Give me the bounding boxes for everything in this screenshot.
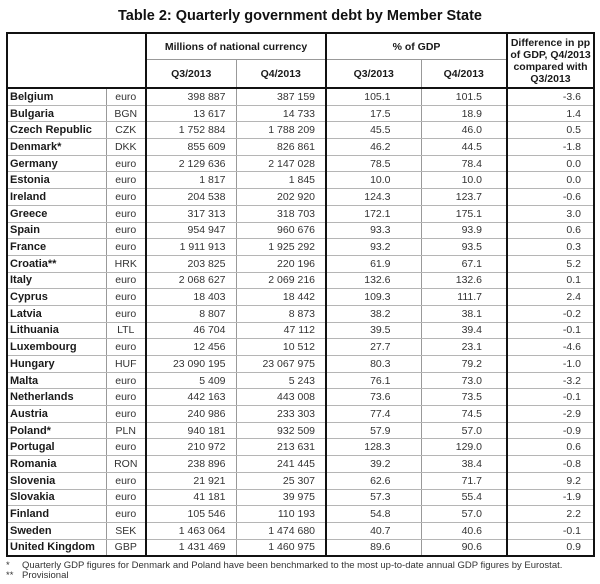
header-q4-millions: Q4/2013 <box>236 60 326 89</box>
q4-pct-gdp: 57.0 <box>421 506 507 523</box>
table-row <box>7 272 594 289</box>
q3-pct-gdp: 89.6 <box>326 539 421 556</box>
difference-pp: 9.2 <box>507 472 594 489</box>
q4-millions: 110 193 <box>236 506 326 523</box>
difference-pp: -0.1 <box>507 389 594 406</box>
debt-table <box>6 32 595 557</box>
q3-millions: 210 972 <box>146 439 236 456</box>
currency-code: euro <box>106 506 146 523</box>
q4-pct-gdp: 18.9 <box>421 105 507 122</box>
country-name: Netherlands <box>7 389 106 406</box>
difference-pp: 3.0 <box>507 205 594 222</box>
q4-millions: 1 845 <box>236 172 326 189</box>
q3-millions: 12 456 <box>146 339 236 356</box>
q3-pct-gdp: 109.3 <box>326 289 421 306</box>
q4-millions: 826 861 <box>236 139 326 156</box>
header-q3-pct: Q3/2013 <box>326 60 421 89</box>
currency-code: SEK <box>106 522 146 539</box>
q3-pct-gdp: 78.5 <box>326 155 421 172</box>
country-name: Finland <box>7 506 106 523</box>
difference-pp: 0.0 <box>507 172 594 189</box>
q4-pct-gdp: 79.2 <box>421 356 507 373</box>
country-name: Estonia <box>7 172 106 189</box>
country-name: Slovenia <box>7 472 106 489</box>
country-name: Bulgaria <box>7 105 106 122</box>
q4-pct-gdp: 46.0 <box>421 122 507 139</box>
difference-pp: 5.2 <box>507 255 594 272</box>
currency-code: euro <box>106 289 146 306</box>
q4-millions: 318 703 <box>236 205 326 222</box>
q3-pct-gdp: 17.5 <box>326 105 421 122</box>
q4-millions: 213 631 <box>236 439 326 456</box>
difference-pp: 0.1 <box>507 272 594 289</box>
difference-pp: -0.1 <box>507 322 594 339</box>
header-group-pct-gdp: % of GDP <box>326 33 507 60</box>
table-row <box>7 255 594 272</box>
difference-pp: -1.8 <box>507 139 594 156</box>
q3-pct-gdp: 38.2 <box>326 305 421 322</box>
table-row <box>7 472 594 489</box>
table-row <box>7 456 594 473</box>
q3-millions: 442 163 <box>146 389 236 406</box>
q3-pct-gdp: 132.6 <box>326 272 421 289</box>
country-name: Austria <box>7 406 106 423</box>
q4-millions: 10 512 <box>236 339 326 356</box>
q4-pct-gdp: 74.5 <box>421 406 507 423</box>
currency-code: euro <box>106 489 146 506</box>
currency-code: RON <box>106 456 146 473</box>
q3-millions: 1 752 884 <box>146 122 236 139</box>
difference-pp: -0.2 <box>507 305 594 322</box>
currency-code: euro <box>106 339 146 356</box>
difference-pp: 0.6 <box>507 222 594 239</box>
q4-pct-gdp: 78.4 <box>421 155 507 172</box>
country-name: Latvia <box>7 305 106 322</box>
q4-millions: 1 788 209 <box>236 122 326 139</box>
country-name: Greece <box>7 205 106 222</box>
table-row <box>7 189 594 206</box>
difference-pp: -1.0 <box>507 356 594 373</box>
footnotes <box>6 561 562 581</box>
q3-pct-gdp: 45.5 <box>326 122 421 139</box>
table-row <box>7 289 594 306</box>
table-row <box>7 139 594 156</box>
q3-millions: 13 617 <box>146 105 236 122</box>
q4-pct-gdp: 40.6 <box>421 522 507 539</box>
header-group-millions: Millions of national currency <box>146 33 326 60</box>
q4-millions: 220 196 <box>236 255 326 272</box>
q4-pct-gdp: 38.1 <box>421 305 507 322</box>
q4-pct-gdp: 93.9 <box>421 222 507 239</box>
q4-millions: 5 243 <box>236 372 326 389</box>
q4-pct-gdp: 57.0 <box>421 422 507 439</box>
q3-millions: 855 609 <box>146 139 236 156</box>
difference-pp: 0.3 <box>507 239 594 256</box>
q4-pct-gdp: 175.1 <box>421 205 507 222</box>
difference-pp: 2.2 <box>507 506 594 523</box>
q3-pct-gdp: 128.3 <box>326 439 421 456</box>
country-name: Cyprus <box>7 289 106 306</box>
currency-code: euro <box>106 189 146 206</box>
table-row <box>7 389 594 406</box>
difference-pp: 2.4 <box>507 289 594 306</box>
q4-millions: 23 067 975 <box>236 356 326 373</box>
q3-pct-gdp: 172.1 <box>326 205 421 222</box>
table-row <box>7 239 594 256</box>
country-name: France <box>7 239 106 256</box>
q3-pct-gdp: 57.9 <box>326 422 421 439</box>
table-row <box>7 322 594 339</box>
q3-millions: 954 947 <box>146 222 236 239</box>
q4-pct-gdp: 123.7 <box>421 189 507 206</box>
currency-code: euro <box>106 205 146 222</box>
currency-code: euro <box>106 272 146 289</box>
footnote <box>6 561 562 571</box>
difference-pp: 0.5 <box>507 122 594 139</box>
table-row <box>7 205 594 222</box>
q4-millions: 2 147 028 <box>236 155 326 172</box>
q3-pct-gdp: 93.3 <box>326 222 421 239</box>
q3-millions: 317 313 <box>146 205 236 222</box>
q3-pct-gdp: 61.9 <box>326 255 421 272</box>
q4-millions: 1 474 680 <box>236 522 326 539</box>
q3-millions: 41 181 <box>146 489 236 506</box>
q4-millions: 2 069 216 <box>236 272 326 289</box>
country-name: United Kingdom <box>7 539 106 556</box>
country-name: Romania <box>7 456 106 473</box>
footnote <box>6 571 562 581</box>
q4-pct-gdp: 10.0 <box>421 172 507 189</box>
q3-pct-gdp: 10.0 <box>326 172 421 189</box>
q4-pct-gdp: 101.5 <box>421 88 507 105</box>
country-name: Sweden <box>7 522 106 539</box>
q4-millions: 387 159 <box>236 88 326 105</box>
table-row <box>7 372 594 389</box>
q3-millions: 23 090 195 <box>146 356 236 373</box>
q4-pct-gdp: 44.5 <box>421 139 507 156</box>
q4-millions: 47 112 <box>236 322 326 339</box>
country-name: Lithuania <box>7 322 106 339</box>
q3-pct-gdp: 73.6 <box>326 389 421 406</box>
q3-pct-gdp: 57.3 <box>326 489 421 506</box>
q4-pct-gdp: 73.5 <box>421 389 507 406</box>
q4-pct-gdp: 90.6 <box>421 539 507 556</box>
q4-pct-gdp: 111.7 <box>421 289 507 306</box>
q4-millions: 443 008 <box>236 389 326 406</box>
q4-millions: 25 307 <box>236 472 326 489</box>
q3-pct-gdp: 46.2 <box>326 139 421 156</box>
q3-pct-gdp: 76.1 <box>326 372 421 389</box>
q3-millions: 1 431 469 <box>146 539 236 556</box>
currency-code: euro <box>106 305 146 322</box>
q4-pct-gdp: 38.4 <box>421 456 507 473</box>
header-blank <box>7 33 146 88</box>
country-name: Denmark* <box>7 139 106 156</box>
currency-code: euro <box>106 389 146 406</box>
currency-code: euro <box>106 155 146 172</box>
table-body <box>7 88 594 556</box>
q3-millions: 105 546 <box>146 506 236 523</box>
q4-millions: 14 733 <box>236 105 326 122</box>
country-name: Luxembourg <box>7 339 106 356</box>
q4-pct-gdp: 73.0 <box>421 372 507 389</box>
table-title: Table 2: Quarterly government debt by Member State <box>118 8 482 24</box>
currency-code: HRK <box>106 255 146 272</box>
header-q3-millions: Q3/2013 <box>146 60 236 89</box>
q3-pct-gdp: 124.3 <box>326 189 421 206</box>
currency-code: CZK <box>106 122 146 139</box>
q4-pct-gdp: 39.4 <box>421 322 507 339</box>
difference-pp: 0.9 <box>507 539 594 556</box>
q4-millions: 202 920 <box>236 189 326 206</box>
q4-pct-gdp: 93.5 <box>421 239 507 256</box>
q4-millions: 1 460 975 <box>236 539 326 556</box>
country-name: Ireland <box>7 189 106 206</box>
table-row <box>7 339 594 356</box>
header-difference: Difference in pp of GDP, Q4/2013 compared with Q3/2013 <box>507 33 594 88</box>
q4-pct-gdp: 67.1 <box>421 255 507 272</box>
q3-pct-gdp: 77.4 <box>326 406 421 423</box>
q3-pct-gdp: 105.1 <box>326 88 421 105</box>
table-row <box>7 172 594 189</box>
country-name: Croatia** <box>7 255 106 272</box>
country-name: Italy <box>7 272 106 289</box>
difference-pp: -0.6 <box>507 189 594 206</box>
currency-code: DKK <box>106 139 146 156</box>
country-name: Poland* <box>7 422 106 439</box>
header-q4-pct: Q4/2013 <box>421 60 507 89</box>
currency-code: LTL <box>106 322 146 339</box>
difference-pp: -3.2 <box>507 372 594 389</box>
footnote-mark: * <box>6 560 10 571</box>
q3-pct-gdp: 54.8 <box>326 506 421 523</box>
currency-code: PLN <box>106 422 146 439</box>
q3-millions: 238 896 <box>146 456 236 473</box>
q3-millions: 21 921 <box>146 472 236 489</box>
currency-code: euro <box>106 222 146 239</box>
q3-millions: 18 403 <box>146 289 236 306</box>
country-name: Belgium <box>7 88 106 105</box>
country-name: Malta <box>7 372 106 389</box>
difference-pp: -0.1 <box>507 522 594 539</box>
table-row <box>7 88 594 105</box>
table-row <box>7 356 594 373</box>
q3-pct-gdp: 27.7 <box>326 339 421 356</box>
q3-pct-gdp: 39.2 <box>326 456 421 473</box>
currency-code: euro <box>106 472 146 489</box>
difference-pp: 0.0 <box>507 155 594 172</box>
q4-millions: 932 509 <box>236 422 326 439</box>
footnote-text: Quarterly GDP figures for Denmark and Poland have been benchmarked to the most up-to-date annual GDP figures by Eurostat. <box>22 560 563 571</box>
difference-pp: -2.9 <box>507 406 594 423</box>
q4-millions: 233 303 <box>236 406 326 423</box>
table-row <box>7 522 594 539</box>
footnote-mark: ** <box>6 570 14 581</box>
country-name: Spain <box>7 222 106 239</box>
q4-millions: 1 925 292 <box>236 239 326 256</box>
difference-pp: -0.8 <box>507 456 594 473</box>
table-row <box>7 305 594 322</box>
currency-code: BGN <box>106 105 146 122</box>
q4-pct-gdp: 55.4 <box>421 489 507 506</box>
table-row <box>7 506 594 523</box>
difference-pp: 1.4 <box>507 105 594 122</box>
table-row <box>7 439 594 456</box>
table-row <box>7 105 594 122</box>
table-row <box>7 155 594 172</box>
difference-pp: -0.9 <box>507 422 594 439</box>
q4-pct-gdp: 23.1 <box>421 339 507 356</box>
table-row <box>7 539 594 556</box>
difference-pp: -4.6 <box>507 339 594 356</box>
q3-pct-gdp: 39.5 <box>326 322 421 339</box>
q3-pct-gdp: 80.3 <box>326 356 421 373</box>
table-row <box>7 489 594 506</box>
difference-pp: 0.6 <box>507 439 594 456</box>
q4-millions: 960 676 <box>236 222 326 239</box>
q4-pct-gdp: 129.0 <box>421 439 507 456</box>
q4-pct-gdp: 132.6 <box>421 272 507 289</box>
q3-millions: 398 887 <box>146 88 236 105</box>
q3-millions: 203 825 <box>146 255 236 272</box>
q3-millions: 1 911 913 <box>146 239 236 256</box>
currency-code: euro <box>106 172 146 189</box>
currency-code: GBP <box>106 539 146 556</box>
q3-pct-gdp: 62.6 <box>326 472 421 489</box>
q3-millions: 46 704 <box>146 322 236 339</box>
q3-millions: 8 807 <box>146 305 236 322</box>
difference-pp: -3.6 <box>507 88 594 105</box>
q3-millions: 5 409 <box>146 372 236 389</box>
q3-pct-gdp: 93.2 <box>326 239 421 256</box>
currency-code: euro <box>106 239 146 256</box>
currency-code: HUF <box>106 356 146 373</box>
q4-millions: 241 445 <box>236 456 326 473</box>
q3-millions: 1 817 <box>146 172 236 189</box>
q3-millions: 940 181 <box>146 422 236 439</box>
q3-millions: 2 129 636 <box>146 155 236 172</box>
q4-pct-gdp: 71.7 <box>421 472 507 489</box>
country-name: Portugal <box>7 439 106 456</box>
currency-code: euro <box>106 88 146 105</box>
q3-millions: 240 986 <box>146 406 236 423</box>
difference-pp: -1.9 <box>507 489 594 506</box>
country-name: Germany <box>7 155 106 172</box>
currency-code: euro <box>106 372 146 389</box>
country-name: Hungary <box>7 356 106 373</box>
q3-pct-gdp: 40.7 <box>326 522 421 539</box>
q4-millions: 39 975 <box>236 489 326 506</box>
q4-millions: 18 442 <box>236 289 326 306</box>
table-row <box>7 406 594 423</box>
table-row <box>7 222 594 239</box>
table-row <box>7 422 594 439</box>
country-name: Slovakia <box>7 489 106 506</box>
footnote-text: Provisional <box>22 570 69 581</box>
q3-millions: 2 068 627 <box>146 272 236 289</box>
country-name: Czech Republic <box>7 122 106 139</box>
q4-millions: 8 873 <box>236 305 326 322</box>
currency-code: euro <box>106 439 146 456</box>
q3-millions: 1 463 064 <box>146 522 236 539</box>
currency-code: euro <box>106 406 146 423</box>
q3-millions: 204 538 <box>146 189 236 206</box>
table-row <box>7 122 594 139</box>
